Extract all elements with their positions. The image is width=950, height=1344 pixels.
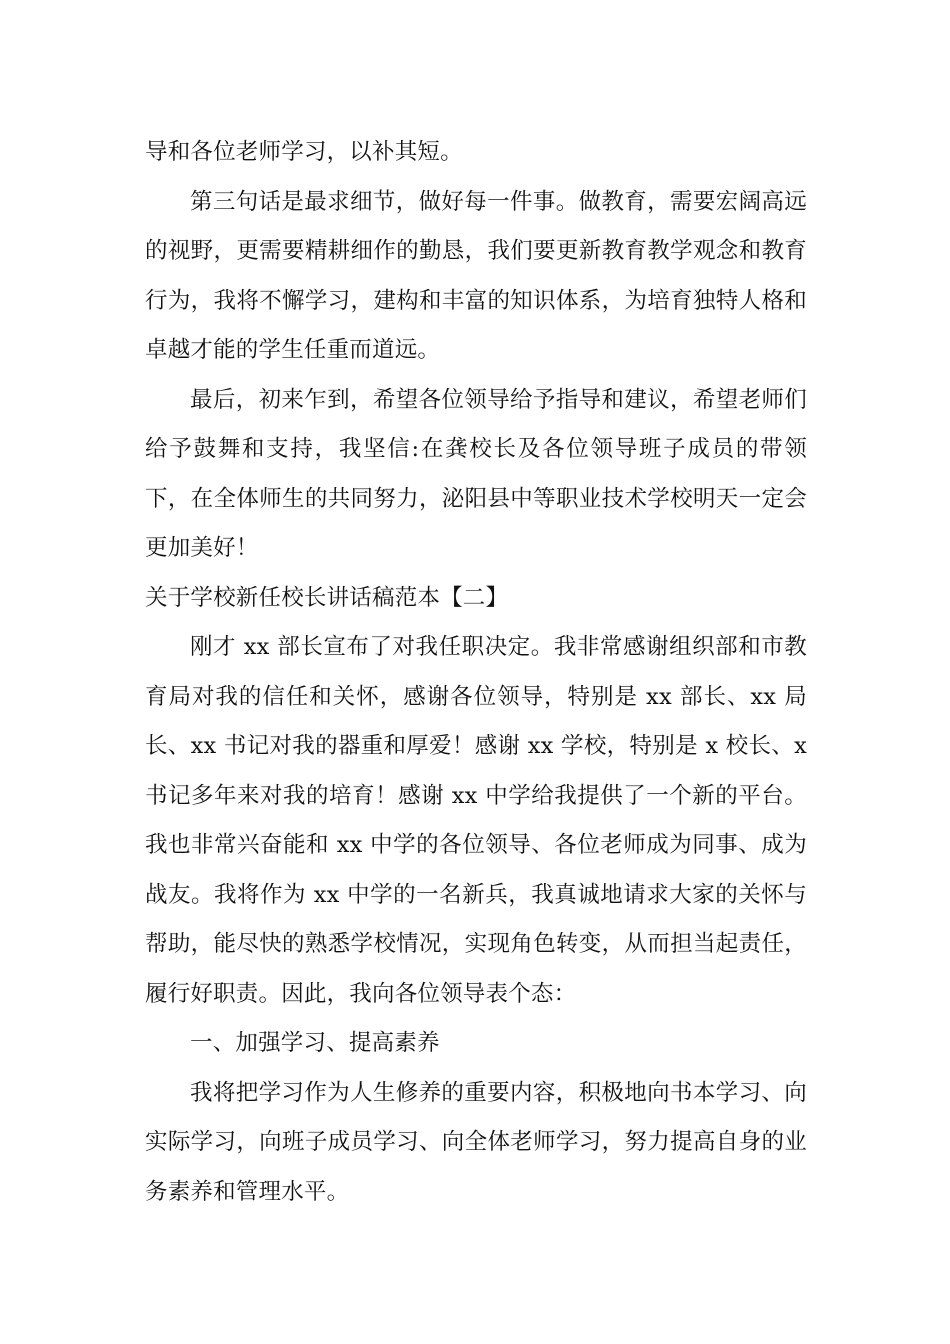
- paragraph-intro: 刚才 xx 部长宣布了对我任职决定。我非常感谢组织部和市教育局对我的信任和关怀，感谢各位领导，特别是 xx 部长、xx 局长、xx 书记对我的器重和厚爱！感谢 xx 学校，特别是 x 校长、x 书记多年来对我的培育！感谢 xx 中学给我提供了一个新的平台。我也非常兴奋能和 xx 中学的各位领导、各位老师成为同事、成为战友。我将作为 xx 中学的一名新兵，我真诚地请求大家的关怀与帮助，能尽快的熟悉学校情况，实现角色转变，从而担当起责任，履行好职责。因此，我向各位领导表个态：: [145, 634, 807, 1007]
- paragraph-learning: 我将把学习作为人生修养的重要内容，积极地向书本学习、向实际学习，向班子成员学习、向全体老师学习，努力提高自身的业务素养和管理水平。: [145, 1079, 807, 1205]
- paragraph-third-point: 第三句话是最求细节，做好每一件事。做教育，需要宏阔高远的视野，更需要精耕细作的勤恳，我们要更新教育教学观念和教育行为，我将不懈学习，建构和丰富的知识体系，为培育独特人格和卓越才能的学生任重而道远。: [145, 188, 807, 363]
- document-body: [145, 128, 807, 1217]
- subheading-learning: 一、加强学习、提高素养: [190, 1030, 440, 1056]
- section-heading: 关于学校新任校长讲话稿范本【二】: [145, 584, 509, 611]
- paragraph-continuation: 导和各位老师学习，以补其短。: [145, 139, 463, 165]
- paragraph-closing: 最后，初来乍到，希望各位领导给予指导和建议，希望老师们给予鼓舞和支持，我坚信:在龚校长及各位领导班子成员的带领下，在全体师生的共同努力，泌阳县中等职业技术学校明天一定会更加美好！: [145, 386, 807, 561]
